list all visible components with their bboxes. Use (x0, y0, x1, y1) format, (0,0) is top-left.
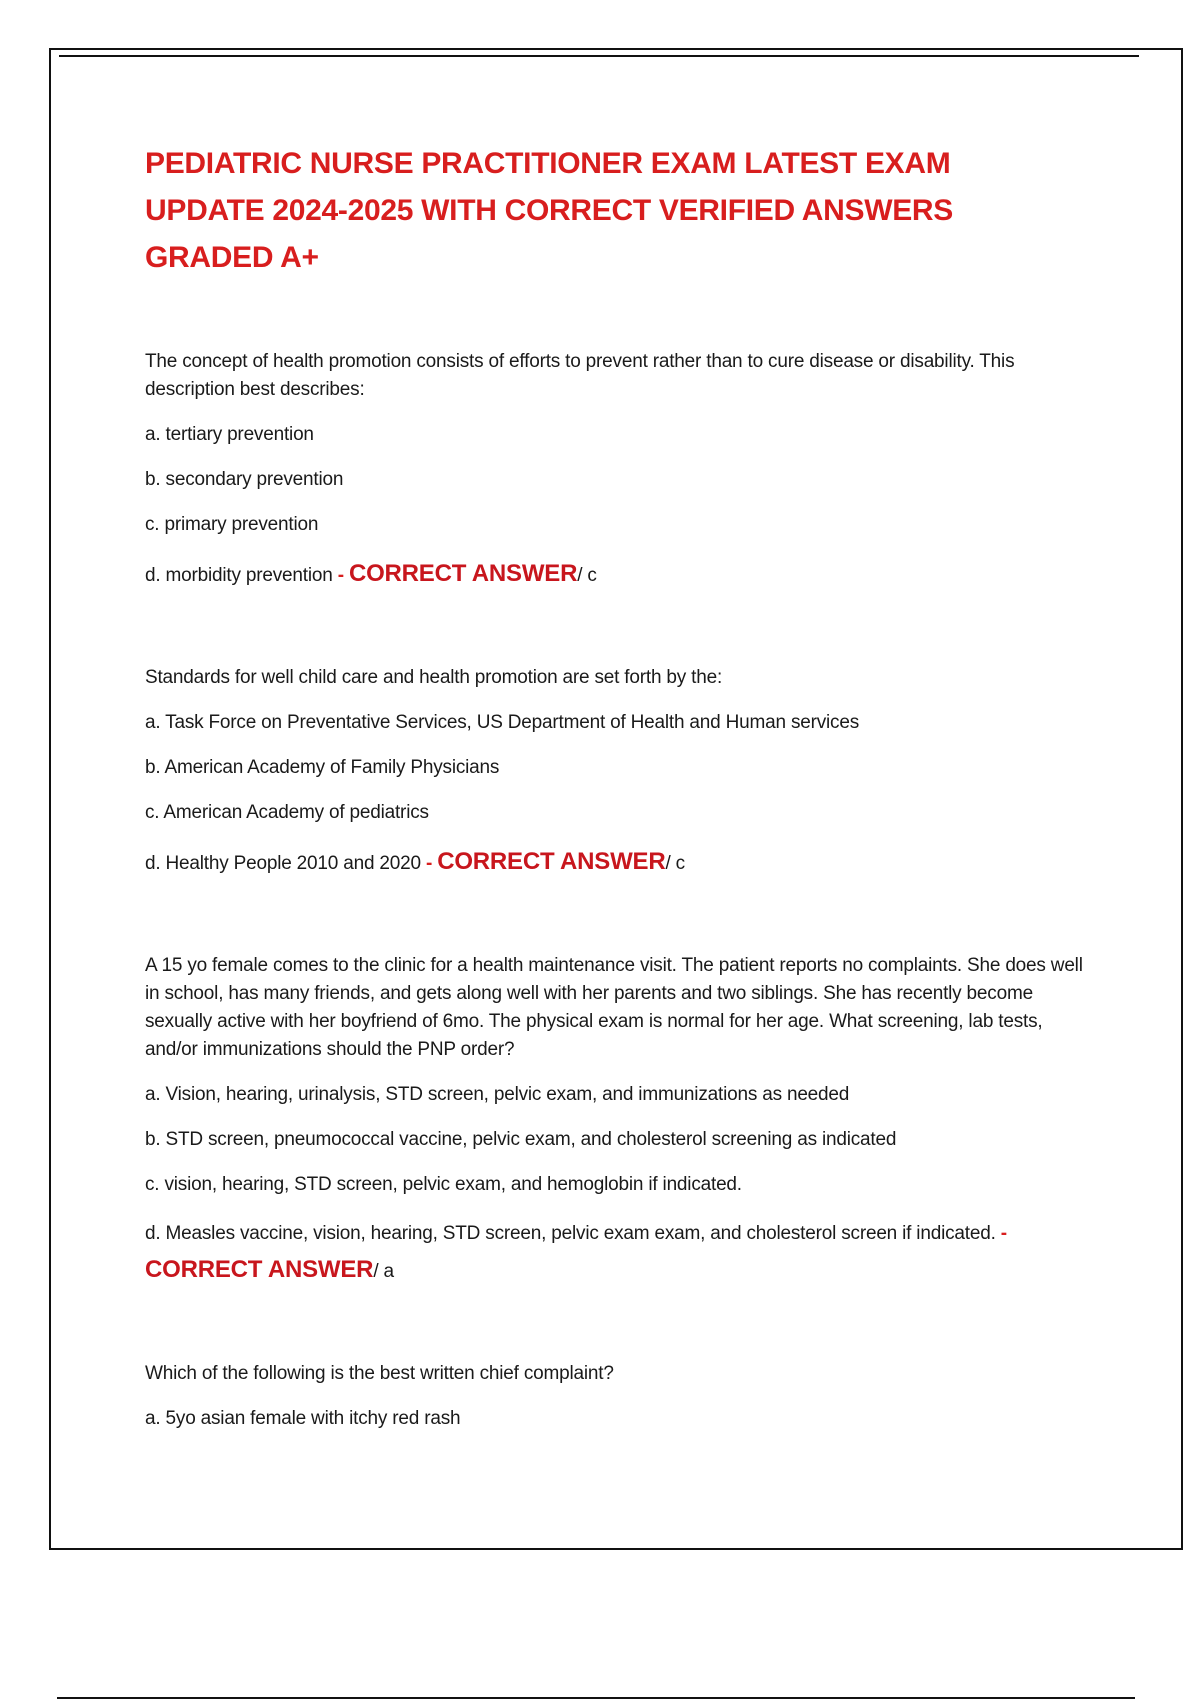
answer-option: b. American Academy of Family Physicians (145, 757, 500, 778)
correct-answer-letter: / c (665, 853, 685, 874)
title-line: PEDIATRIC NURSE PRACTITIONER EXAM LATEST EXAM (145, 147, 951, 180)
question-block (145, 952, 1085, 1290)
answer-marker: - (337, 565, 344, 586)
top-rule (59, 55, 1139, 57)
answer-option: b. STD screen, pneumococcal vaccine, pelvic exam, and cholesterol screening as indicated (145, 1129, 897, 1150)
correct-answer-letter: / a (373, 1261, 394, 1282)
correct-answer-label: CORRECT ANSWER (348, 560, 578, 587)
answer-option: c. primary prevention (145, 514, 319, 535)
correct-answer-label: CORRECT ANSWER (145, 1256, 374, 1283)
correct-answer-letter: / c (577, 565, 597, 586)
answer-option: a. Vision, hearing, urinalysis, STD screen, pelvic exam, and immunizations as needed (145, 1084, 850, 1105)
question-block (145, 348, 1085, 594)
answer-option-text: d. Measles vaccine, vision, hearing, STD screen, pelvic exam exam, and cholesterol screen if indicated. (145, 1223, 996, 1244)
title-line: UPDATE 2024-2025 WITH CORRECT VERIFIED ANSWERS (145, 194, 954, 227)
answer-option-text: d. Healthy People 2010 and 2020 (145, 853, 421, 874)
document-title (145, 140, 1085, 281)
answer-marker: - (1000, 1223, 1007, 1244)
answer-option-with-key (145, 1216, 1085, 1290)
answer-option: b. secondary prevention (145, 469, 344, 490)
question-stem: Which of the following is the best written chief complaint? (145, 1363, 614, 1384)
answer-option: c. vision, hearing, STD screen, pelvic exam, and hemoglobin if indicated. (145, 1174, 742, 1195)
answer-option: a. 5yo asian female with itchy red rash (145, 1408, 461, 1429)
question-block (145, 664, 1085, 882)
answer-option: a. Task Force on Preventative Services, US Department of Health and Human services (145, 712, 860, 733)
question-stem: Standards for well child care and health promotion are set forth by the: (145, 667, 723, 688)
question-block (145, 1360, 1085, 1433)
answer-marker: - (425, 853, 433, 874)
answer-option-with-key (145, 556, 1085, 594)
bottom-rule (57, 1697, 1135, 1699)
question-stem: A 15 yo female comes to the clinic for a health maintenance visit. The patient reports no complaints. She does well in school, has many friends, and gets along well with her parents and two siblings. She has recently become sexually active with her boyfriend of 6mo. The physical exam is normal for her age. What screening, lab tests, and/or immunizations should the PNP order? (145, 955, 1083, 1060)
answer-option-text: d. morbidity prevention (145, 565, 333, 586)
answer-option-with-key (145, 844, 1085, 882)
correct-answer-label: CORRECT ANSWER (437, 848, 666, 875)
answer-option: a. tertiary prevention (145, 424, 314, 445)
answer-option: c. American Academy of pediatrics (145, 802, 429, 823)
question-stem: The concept of health promotion consists of efforts to prevent rather than to cure disease or disability. This description best describes: (145, 351, 1015, 400)
document-body (145, 140, 1085, 1450)
title-line: GRADED A+ (145, 241, 319, 274)
